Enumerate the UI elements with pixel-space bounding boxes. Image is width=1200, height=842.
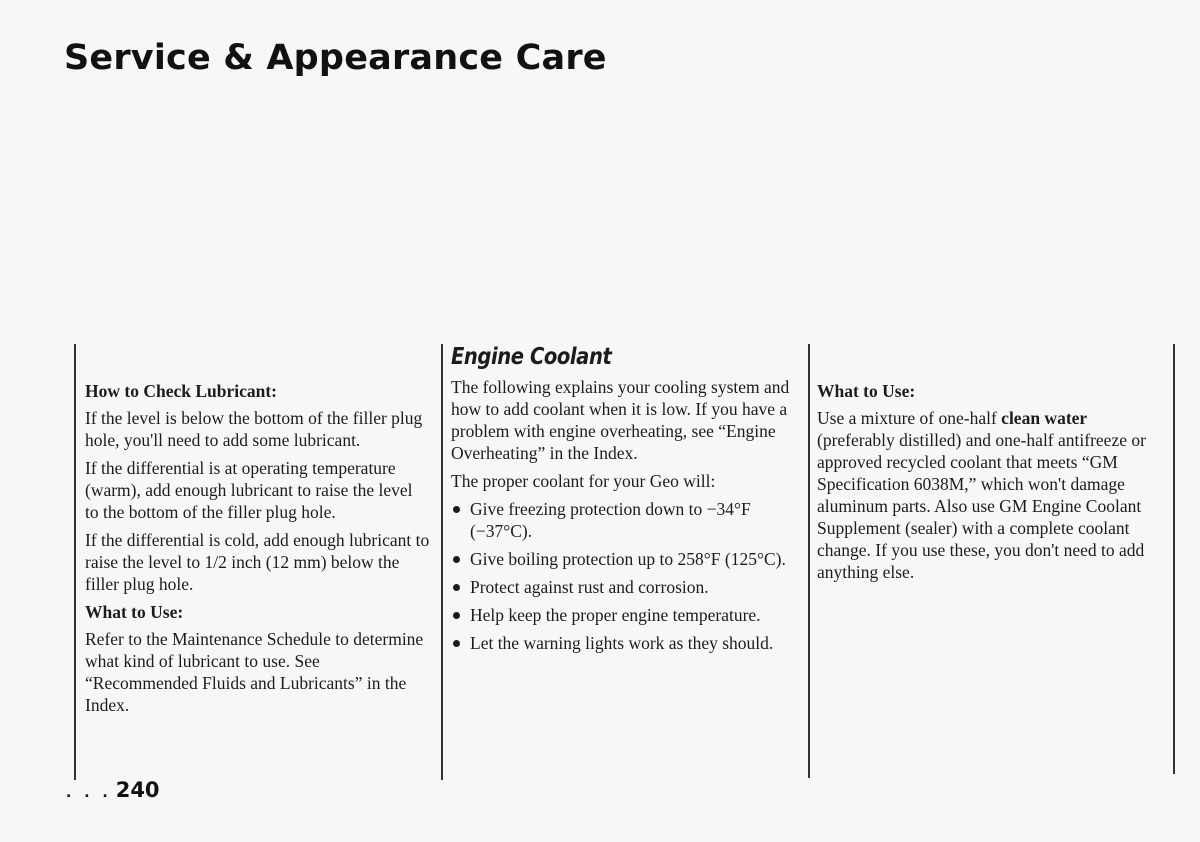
lubricant-paragraph-2: If the differential is at operating temperature (warm), add enough lubricant to raise the level to the bottom of the filler plug hole. bbox=[85, 458, 413, 522]
page-number-dots: . . . bbox=[66, 785, 112, 801]
coolant-intro: The following explains your cooling system and how to add coolant when it is low. If you have a problem with engine overheating, see “Engine Overheating” in the Index. bbox=[451, 377, 790, 463]
left-column bbox=[85, 380, 430, 722]
right-column bbox=[817, 380, 1157, 589]
check-lubricant-heading: How to Check Lubricant: bbox=[85, 381, 278, 401]
coolant-lead: The proper coolant for your Geo will: bbox=[451, 471, 716, 491]
list-item: Let the warning lights work as they should. bbox=[451, 632, 791, 654]
coolant-mixture-paragraph bbox=[817, 407, 1157, 583]
lubricant-paragraph-1: If the level is below the bottom of the filler plug hole, you'll need to add some lubricant. bbox=[85, 408, 423, 450]
list-item: Help keep the proper engine temperature. bbox=[451, 604, 791, 626]
coolant-benefits-list bbox=[451, 498, 791, 654]
middle-column bbox=[451, 346, 791, 660]
what-to-use-heading-right: What to Use: bbox=[817, 381, 916, 401]
lubricant-paragraph-4: Refer to the Maintenance Schedule to determine what kind of lubricant to use. See “Recommended Fluids and Lubricants” in the Index. bbox=[85, 629, 424, 715]
page-title: Service & Appearance Care bbox=[64, 38, 607, 78]
lubricant-paragraph-3: If the differential is cold, add enough lubricant to raise the level to 1/2 inch (12 mm) below the filler plug hole. bbox=[85, 530, 430, 594]
column-divider-left bbox=[74, 344, 76, 780]
engine-coolant-heading: Engine Coolant bbox=[451, 344, 612, 370]
page-number bbox=[66, 778, 160, 802]
clean-water-emphasis: clean water bbox=[1001, 408, 1088, 428]
mixture-text-rest: (preferably distilled) and one-half antifreeze or approved recycled coolant that meets “GM Specification 6038M,” which won't damage aluminum parts. Also use GM Engine Coolant Supplement (sealer) with a complete coolant change. If you use these, you don't need to add anything else. bbox=[817, 430, 1146, 582]
mixture-text-start: Use a mixture of one-half bbox=[817, 408, 1002, 428]
column-divider-middle-left bbox=[441, 344, 443, 780]
list-item: Give boiling protection up to 258°F (125°C). bbox=[451, 548, 791, 570]
page-number-value: 240 bbox=[115, 778, 160, 802]
list-item: Give freezing protection down to −34°F (−37°C). bbox=[451, 498, 791, 542]
column-divider-middle-right bbox=[808, 344, 810, 778]
what-to-use-heading-left: What to Use: bbox=[85, 602, 184, 622]
list-item: Protect against rust and corrosion. bbox=[451, 576, 791, 598]
column-divider-right bbox=[1173, 344, 1175, 774]
